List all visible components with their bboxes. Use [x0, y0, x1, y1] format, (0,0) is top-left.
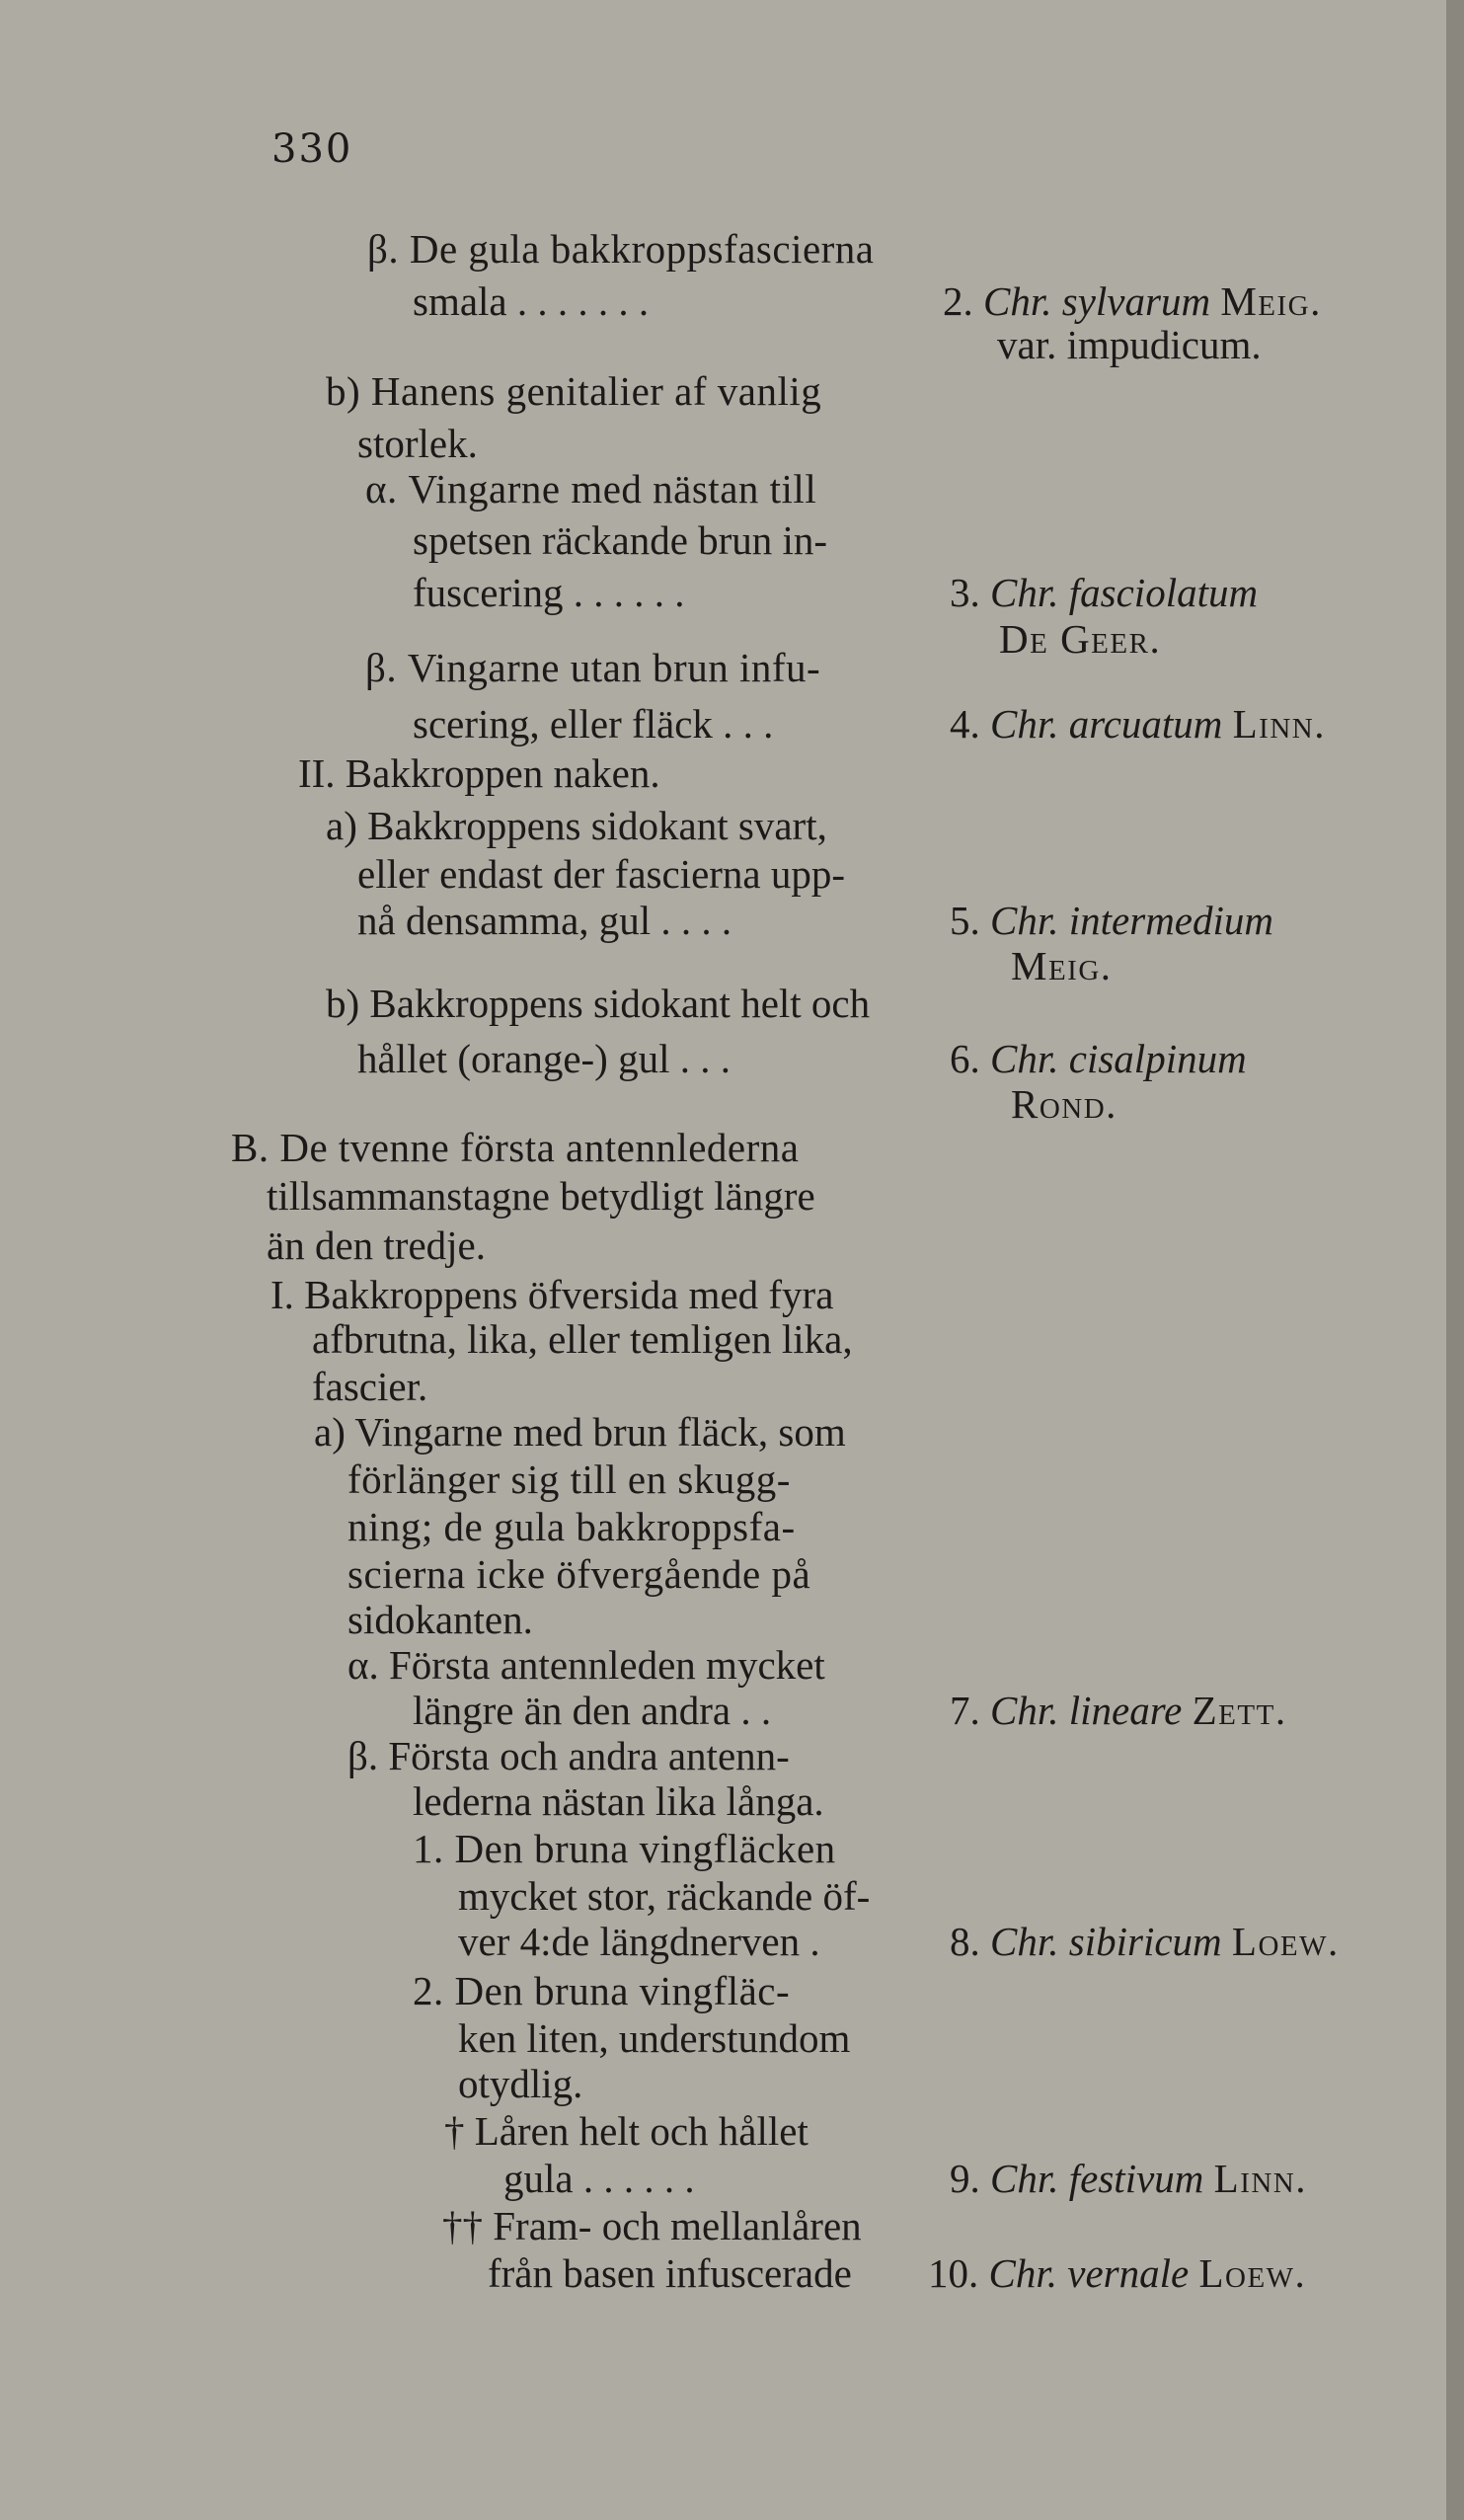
- key-line: b) Bakkroppens sidokant helt och: [326, 981, 871, 1026]
- key-line: scierna icke öfvergående på: [347, 1551, 811, 1597]
- species-number: 6.: [950, 1036, 980, 1081]
- key-line: spetsen räckande brun in-: [413, 517, 828, 563]
- key-line: än den tredje.: [267, 1222, 486, 1268]
- key-line: †† Fram- och mellanlåren: [442, 2203, 862, 2248]
- species-number: 8.: [950, 1919, 980, 1964]
- key-line: α. Första antennleden mycket: [347, 1642, 825, 1688]
- species-entry: [950, 2153, 1307, 2204]
- key-line: storlek.: [357, 421, 478, 466]
- species-number: 2.: [943, 278, 973, 324]
- key-line: mycket stor, räckande öf-: [458, 1873, 871, 1919]
- key-line: tillsammanstagne betydligt längre: [267, 1173, 815, 1219]
- species-entry: [950, 895, 1273, 946]
- key-line: längre än den andra . .: [413, 1688, 772, 1733]
- key-line: β. Vingarne utan brun infu-: [365, 645, 821, 690]
- species-name: Chr. fasciolatum: [990, 570, 1259, 615]
- key-line: α. Vingarne med nästan till: [365, 466, 817, 512]
- key-line: B. De tvenne första antennlederna: [231, 1125, 800, 1170]
- key-line: β. Första och andra antenn-: [347, 1733, 790, 1778]
- species-name: Chr. cisalpinum: [990, 1036, 1247, 1081]
- species-number: 5.: [950, 898, 980, 943]
- species-number: 7.: [950, 1688, 980, 1733]
- key-line: ken liten, understundom: [458, 2015, 851, 2061]
- species-entry: [950, 1916, 1340, 1967]
- key-line: a) Vingarne med brun fläck, som: [314, 1409, 846, 1455]
- species-name: Chr. sylvarum: [983, 278, 1211, 324]
- species-number: 10.: [928, 2250, 979, 2296]
- species-number: 4.: [950, 701, 980, 747]
- key-line: fuscering . . . . . .: [413, 570, 685, 615]
- key-line: scering, eller fläck . . .: [413, 701, 774, 747]
- species-author: Meig.: [1220, 278, 1322, 324]
- key-line: afbrutna, lika, eller temligen lika,: [312, 1316, 853, 1362]
- species-variety: var. impudicum.: [997, 322, 1262, 367]
- page-number: 330: [271, 126, 353, 172]
- key-line: II. Bakkroppen naken.: [298, 750, 660, 796]
- key-line: fascier.: [312, 1364, 428, 1409]
- key-line: otydlig.: [458, 2061, 583, 2106]
- key-line: 2. Den bruna vingfläc-: [413, 1968, 791, 2013]
- species-author: Meig.: [1011, 943, 1113, 988]
- species-name: Chr. intermedium: [990, 898, 1273, 943]
- key-line: b) Hanens genitalier af vanlig: [326, 368, 822, 414]
- key-line: β. De gula bakkroppsfascierna: [367, 226, 875, 272]
- key-line: nå densamma, gul . . . .: [357, 898, 732, 943]
- species-author: Linn.: [1213, 2156, 1307, 2201]
- species-author: Linn.: [1232, 701, 1326, 747]
- species-entry: [928, 2247, 1306, 2299]
- species-entry: [950, 1033, 1247, 1084]
- species-name: Chr. lineare: [990, 1688, 1183, 1733]
- species-number: 9.: [950, 2156, 980, 2201]
- key-line: I. Bakkroppens öfversida med fyra: [270, 1272, 834, 1317]
- key-line: 1. Den bruna vingfläcken: [413, 1826, 836, 1871]
- key-line: gula . . . . . .: [503, 2156, 695, 2201]
- key-line: smala . . . . . . .: [413, 278, 650, 324]
- species-entry: [950, 1685, 1287, 1736]
- key-line: hållet (orange-) gul . . .: [357, 1036, 731, 1081]
- key-line: förlänger sig till en skugg-: [347, 1457, 791, 1502]
- key-line: lederna nästan lika långa.: [413, 1778, 824, 1824]
- species-entry: [950, 567, 1258, 618]
- key-line: sidokanten.: [347, 1597, 533, 1642]
- key-line: a) Bakkroppens sidokant svart,: [326, 803, 827, 848]
- species-author: De Geer.: [999, 616, 1162, 662]
- species-name: Chr. arcuatum: [990, 701, 1223, 747]
- species-number: 3.: [950, 570, 980, 615]
- key-line: eller endast der fascierna upp-: [357, 851, 846, 897]
- species-author: Loew.: [1198, 2250, 1307, 2296]
- species-author: Rond.: [1011, 1081, 1117, 1127]
- species-entry: [950, 698, 1326, 749]
- species-author: Zett.: [1192, 1688, 1287, 1733]
- species-name: Chr. vernale: [988, 2250, 1190, 2296]
- page-edge: [1446, 0, 1464, 2520]
- species-author: Loew.: [1231, 1919, 1340, 1964]
- key-line: † Låren helt och hållet: [444, 2108, 809, 2154]
- species-name: Chr. festivum: [990, 2156, 1204, 2201]
- species-name: Chr. sibiricum: [990, 1919, 1222, 1964]
- key-line: ver 4:de längdnerven .: [458, 1919, 820, 1964]
- key-line: ning; de gula bakkroppsfa-: [347, 1504, 796, 1549]
- key-line: från basen infuscerade: [488, 2250, 852, 2296]
